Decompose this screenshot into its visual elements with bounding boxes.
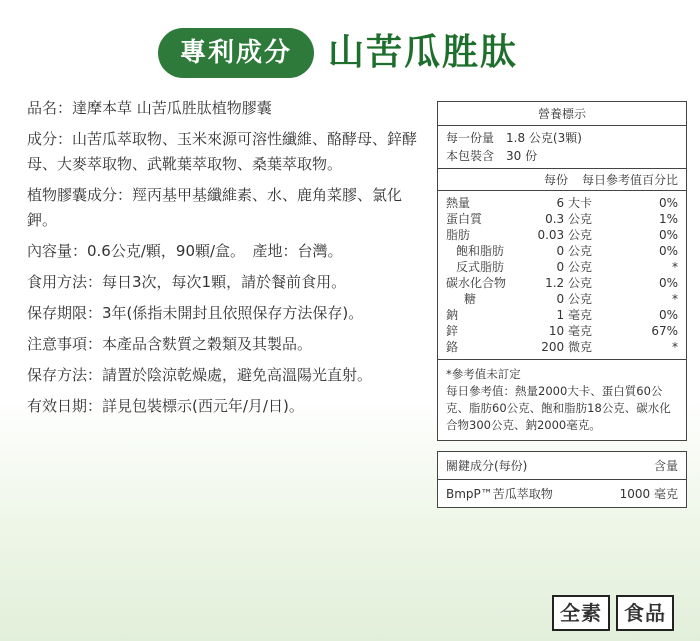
nutrition-row: [438, 339, 686, 355]
nutrient-name: 糖: [464, 292, 477, 306]
nutrient-amount: 0 公克: [556, 244, 592, 258]
nutrient-amount: 200 微克: [541, 340, 592, 354]
info-line-expiry: 有效日期：詳見包裝標示(西元年/月/日)。: [27, 397, 304, 415]
nutrient-pct: 0%: [658, 228, 678, 242]
serving-size: 每一份量 1.8 公克(3顆): [446, 131, 582, 145]
info-line-caution: 注意事項：本產品含麩質之穀類及其製品。: [27, 335, 313, 353]
nutrient-amount: 0.3 公克: [545, 212, 592, 226]
nutrient-pct: *: [672, 340, 678, 354]
nutrient-amount: 0 公克: [556, 292, 592, 306]
nutrient-pct: 0%: [658, 244, 678, 258]
patent-badge: 專利成分: [158, 28, 314, 78]
nutrient-pct: 67%: [651, 324, 678, 338]
product-title: 山苦瓜胜肽: [328, 32, 519, 73]
servings-per-pack: 本包裝含 30 份: [446, 149, 538, 163]
product-info: [27, 96, 427, 425]
nutrient-name: 鉻: [446, 340, 459, 354]
info-line-shelf-life: 保存期限：3年(係指未開封且依照保存方法保存)。: [27, 304, 364, 322]
nutrient-pct: 0%: [658, 276, 678, 290]
ingredient-amount: 1000 毫克: [619, 487, 678, 501]
nutrient-pct: 0%: [658, 308, 678, 322]
nutrition-row: [438, 323, 686, 339]
ingredient-header-row: [438, 452, 686, 479]
nutrient-pct: *: [672, 260, 678, 274]
nutrient-amount: 0.03 公克: [537, 228, 592, 242]
ingredient-header-amount: 含量: [653, 459, 678, 473]
daily-value-note: 每日參考值：熱量2000大卡、蛋白質60公克、脂肪60公克、飽和脂肪18公克、碳水化合物300公克、鈉2000毫克。: [446, 384, 671, 432]
col-daily-value: 每日參考值百分比: [581, 173, 678, 187]
info-line-capsule: 植物膠囊成分：羥丙基甲基纖維素、水、鹿角菜膠、氯化鉀。: [27, 186, 403, 229]
food-badge: 食品: [616, 595, 674, 631]
nutrient-name: 反式脂肪: [456, 260, 505, 274]
vegan-badge: 全素: [552, 595, 610, 631]
nutrition-row: [438, 195, 686, 211]
nutrition-row: [438, 227, 686, 243]
nutrition-rows: [438, 191, 686, 360]
nutrient-name: 脂肪: [446, 228, 471, 242]
section-header: [158, 28, 518, 78]
reference-note: *參考值未訂定: [446, 367, 521, 381]
nutrition-row: [438, 211, 686, 227]
ingredient-name: BmpP™苦瓜萃取物: [446, 487, 553, 501]
nutrition-row: [438, 291, 686, 307]
nutrient-amount: 1 毫克: [556, 308, 592, 322]
ingredient-header-name: 關鍵成分(每份): [446, 459, 528, 473]
col-per-serving: 每份: [543, 173, 568, 187]
nutrient-amount: 6 大卡: [556, 196, 592, 210]
nutrient-pct: 0%: [658, 196, 678, 210]
nutrient-amount: 1.2 公克: [545, 276, 592, 290]
nutrition-caption: 營養標示: [438, 102, 686, 126]
certification-badges: [552, 595, 674, 631]
nutrition-row: [438, 243, 686, 259]
info-line-name: 品名：達摩本草 山苦瓜胜肽植物膠囊: [27, 99, 272, 117]
nutrient-name: 蛋白質: [446, 212, 483, 226]
nutrient-name: 熱量: [446, 196, 471, 210]
info-line-usage: 食用方法：每日3次，每次1顆，請於餐前食用。: [27, 273, 347, 291]
nutrition-column-headers: [438, 169, 686, 191]
key-ingredient-table: [437, 451, 687, 508]
nutrient-name: 碳水化合物: [446, 276, 507, 290]
nutrient-name: 鋅: [446, 324, 459, 338]
nutrition-notes: [438, 360, 686, 440]
ingredient-row: [438, 479, 686, 507]
nutrition-table: [437, 101, 687, 441]
nutrient-name: 飽和脂肪: [456, 244, 505, 258]
info-line-storage: 保存方法：請置於陰涼乾燥處，避免高溫陽光直射。: [27, 366, 373, 384]
nutrition-row: [438, 259, 686, 275]
nutrition-row: [438, 275, 686, 291]
nutrient-amount: 10 毫克: [548, 324, 592, 338]
info-line-ingredients: 成分：山苦瓜萃取物、玉米來源可溶性纖維、酪酵母、鋅酵母、大麥萃取物、武靴葉萃取物、桑葉萃取物。: [27, 130, 418, 173]
nutrition-row: [438, 307, 686, 323]
serving-info: [438, 126, 686, 169]
nutrient-pct: *: [672, 292, 678, 306]
info-line-content: 內容量：0.6公克/顆，90顆/盒。 產地：台灣。: [27, 242, 343, 260]
nutrient-amount: 0 公克: [556, 260, 592, 274]
nutrient-pct: 1%: [658, 212, 678, 226]
nutrient-name: 鈉: [446, 308, 459, 322]
